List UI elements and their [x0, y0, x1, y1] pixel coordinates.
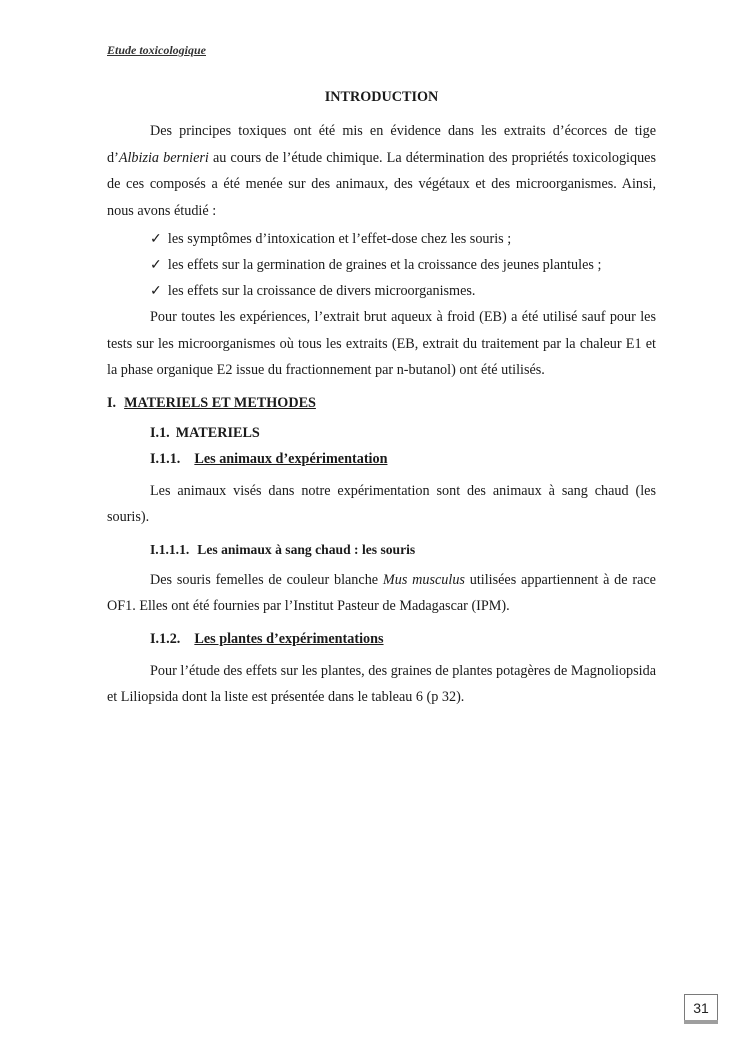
checkmark-icon: ✓: [150, 283, 162, 299]
page-number-bar: [684, 1020, 718, 1024]
heading-number: I.1.2.: [150, 630, 181, 647]
mice-text-b: utilisées appartiennent à de race OF1. Elles ont été fournies par l’Institut Pasteur de Madagascar (IPM).: [107, 571, 656, 614]
checklist-item: [150, 252, 656, 278]
heading-number: I.: [107, 394, 117, 411]
heading-text: MATERIELS: [175, 424, 260, 441]
intro-text-b: au cours de l’étude chimique. La détermination des propriétés toxicologiques de ces composés a été menée sur des animaux, des végétaux et des microorganismes. Ainsi, nous avons étudié :: [107, 149, 656, 219]
running-header: Etude toxicologique: [107, 43, 206, 57]
heading-text: Les plantes d’expérimentations: [194, 630, 384, 647]
heading-plantes-experimentations: [150, 626, 656, 652]
checkmark-icon: ✓: [150, 231, 162, 247]
mice-text-a: Des souris femelles de couleur blanche: [150, 571, 383, 588]
heading-text: MATERIELS ET METHODES: [124, 394, 316, 411]
species-name-albizia: Albizia bernieri: [118, 149, 209, 166]
intro-paragraph-2: Pour toutes les expériences, l’extrait brut aqueux à froid (EB) a été utilisé sauf pour les tests sur les microorganismes où tous les extraits (EB, extrait du traitement par la chaleur E1 et la phase organique E2 issue du fractionnement par n-butanol) ont été utilisés.: [107, 309, 656, 378]
animals-paragraph: Les animaux visés dans notre expérimentation sont des animaux à sang chaud (les souris).: [107, 482, 656, 525]
checklist-item-text: les effets sur la germination de graines et la croissance des jeunes plantules ;: [167, 257, 602, 273]
heading-text: Les animaux d’expérimentation: [194, 450, 388, 467]
species-name-mus: Mus musculus: [382, 571, 465, 588]
heading-number: I.1.1.: [150, 450, 181, 467]
checklist-item: [150, 278, 656, 304]
heading-animaux-experimentation: [150, 446, 656, 472]
mice-paragraph: [107, 567, 656, 620]
intro-text-a: Des principes toxiques ont été mis en évidence dans les extraits d’écorces de tige d’: [107, 123, 656, 166]
study-checklist: [150, 226, 656, 304]
plants-paragraph: Pour l’étude des effets sur les plantes, des graines de plantes potagères de Magnoliopsida et Liliopsida dont la liste est présentée dans le tableau 6 (p 32).: [107, 662, 656, 705]
heading-materiels: [150, 420, 656, 446]
page-number: 31: [684, 994, 718, 1021]
section-title-introduction: INTRODUCTION: [324, 89, 439, 105]
checkmark-icon: ✓: [150, 257, 162, 273]
checklist-item-text: les effets sur la croissance de divers microorganismes.: [167, 283, 476, 299]
checklist-item-text: les symptômes d’intoxication et l’effet-dose chez les souris ;: [167, 231, 512, 247]
heading-number: I.1.1.1.: [150, 541, 190, 557]
heading-text: Les animaux à sang chaud : les souris: [197, 541, 416, 557]
heading-souris: [150, 539, 656, 561]
checklist-item: [150, 226, 656, 252]
intro-paragraph-1: [107, 118, 656, 224]
page-content: [107, 86, 656, 711]
heading-number: I.1.: [150, 424, 170, 441]
heading-materiels-methodes: [107, 392, 656, 414]
